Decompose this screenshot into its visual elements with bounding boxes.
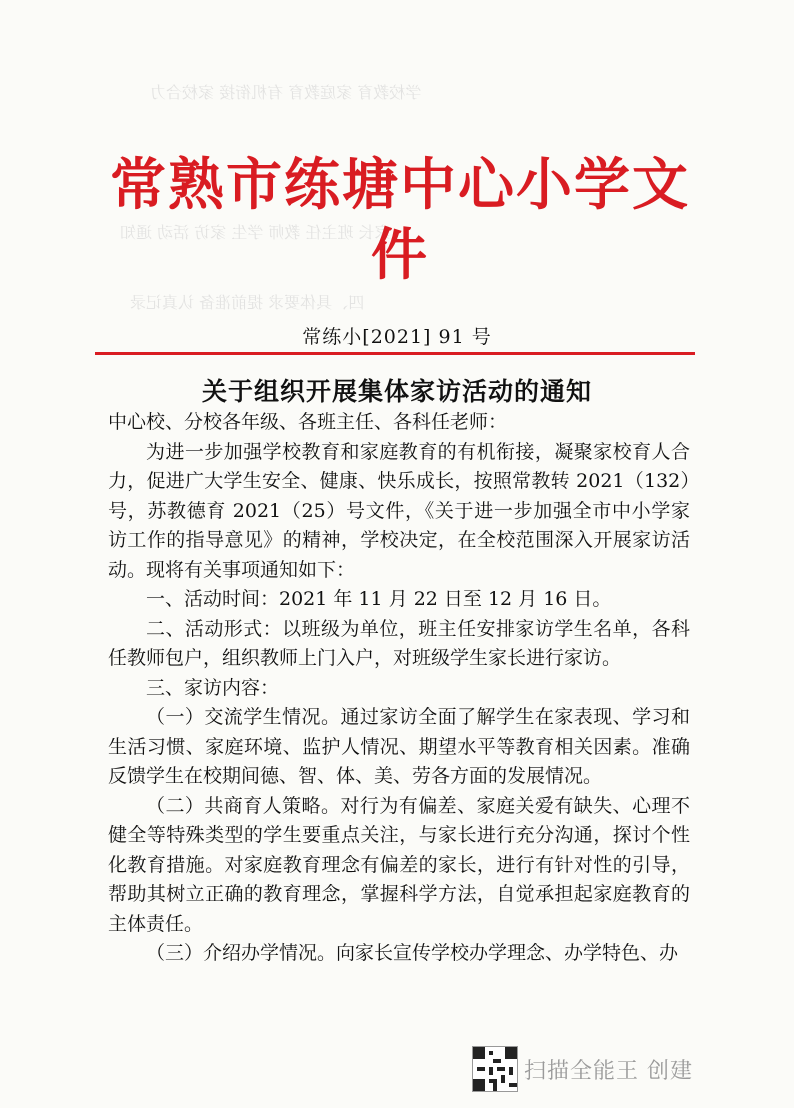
qr-code-icon <box>472 1046 518 1092</box>
document-header-title: 常熟市练塘中心小学文件 <box>110 152 690 288</box>
show-through-texture: 四、具体要求 提前准备 认真记录 <box>130 293 365 312</box>
scanner-watermark: 扫描全能王 创建 <box>524 1059 693 1084</box>
item-activity-form: 二、活动形式：以班级为单位，班主任安排家访学生名单，各科任教师包户，组织教师上门入户，对班级学生家长进行家访。 <box>108 617 690 669</box>
sub-item-exchange: （一）交流学生情况。通过家访全面了解学生在家表现、学习和生活习惯、家庭环境、监护人情况、期望水平等教育相关因素。准确反馈学生在校期间德、智、体、美、劳各方面的发展情况。 <box>108 706 690 787</box>
notice-body <box>108 408 690 969</box>
salutation: 中心校、分校各年级、各班主任、各科任老师： <box>108 411 508 433</box>
show-through-texture: 家长 班主任 教师 学生 家访 活动 通知 <box>120 223 391 242</box>
red-divider-line <box>95 352 695 355</box>
intro-paragraph: 为进一步加强学校教育和家庭教育的有机衔接，凝聚家校育人合力，促进广大学生安全、健康、快乐成长，按照常教转 2021（132）号，苏教德育 2021（25）号文件，《关于进一步加强全市中小学家访工作的指导意见》的精神，学校决定，在全校范围深入开展家访活动。现将有关事项通知如下： <box>108 440 690 581</box>
item-activity-time: 一、活动时间：2021 年 11 月 22 日至 12 月 16 日。 <box>146 588 612 610</box>
sub-item-strategy: （二）共商育人策略。对行为有偏差、家庭关爱有缺失、心理不健全等特殊类型的学生要重点关注，与家长进行充分沟通，探讨个性化教育措施。对家庭教育理念有偏差的家长，进行有针对性的引导，帮助其树立正确的教育理念，掌握科学方法，自觉承担起家庭教育的主体责任。 <box>108 794 690 935</box>
sub-item-introduction: （三）介绍办学情况。向家长宣传学校办学理念、办学特色、办 <box>146 942 679 964</box>
document-number: 常练小[2021] 91 号 <box>302 326 492 348</box>
show-through-texture: 学校教育 家庭教育 有机衔接 家校合力 <box>150 83 422 102</box>
notice-title: 关于组织开展集体家访活动的通知 <box>201 377 592 406</box>
item-visit-content: 三、家访内容： <box>146 676 280 699</box>
